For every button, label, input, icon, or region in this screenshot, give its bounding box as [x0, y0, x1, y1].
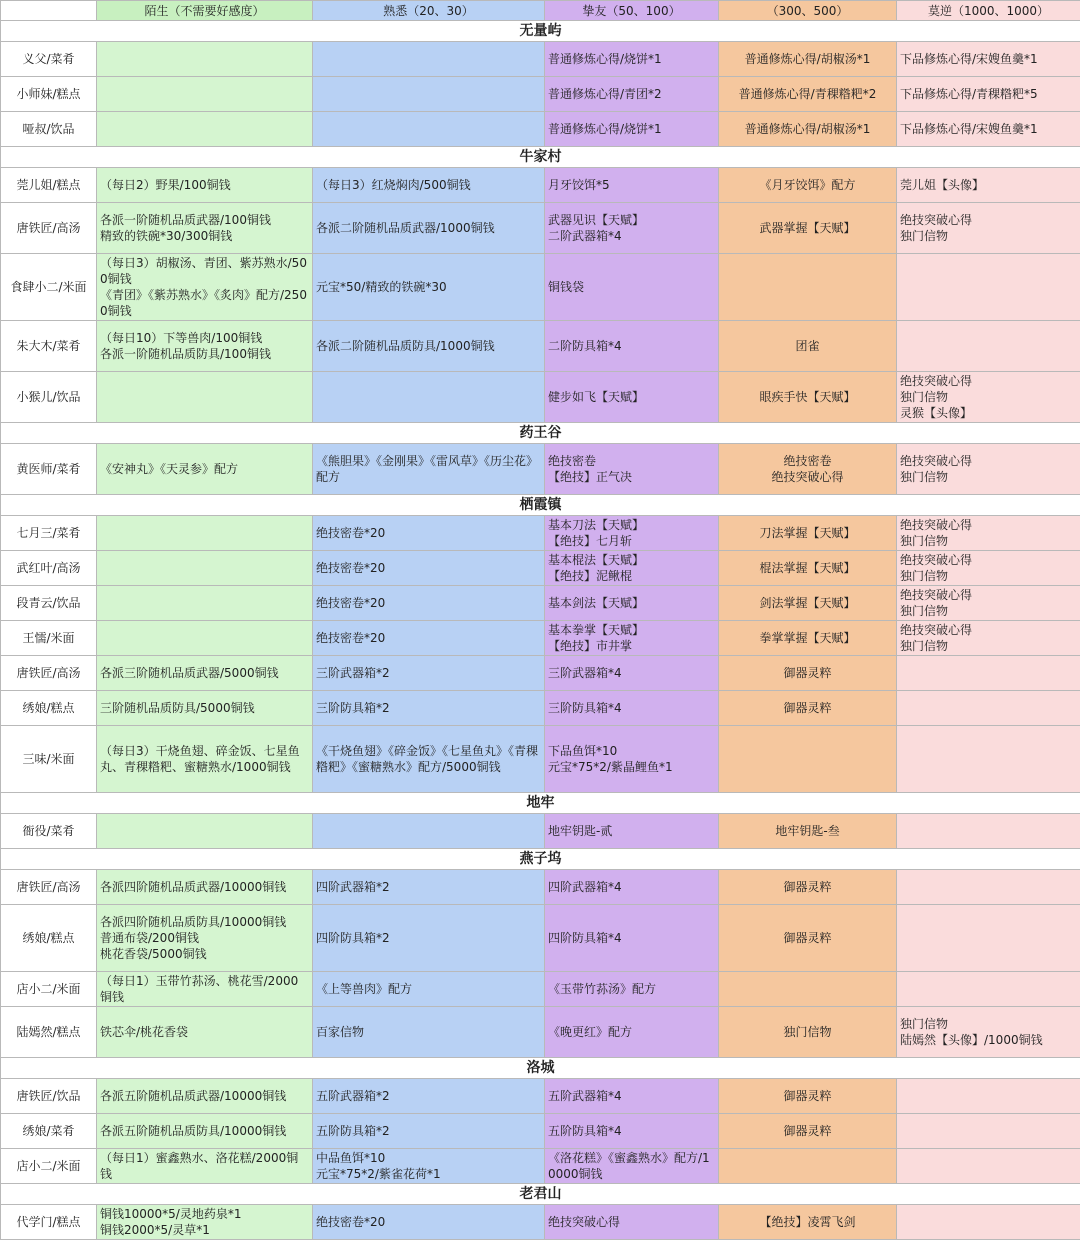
npc-name-cell: 代学门/糕点 [1, 1205, 97, 1240]
reward-cell: 下品鱼饵*10 元宝*75*2/紫晶鲤鱼*1 [545, 726, 719, 793]
table-row [1, 77, 1080, 112]
table-row [1, 372, 1080, 423]
reward-cell: 三阶随机品质防具/5000铜钱 [97, 691, 313, 726]
reward-cell: 《洛花糕》《蜜鑫熟水》配方/10000铜钱 [545, 1149, 719, 1184]
section-title: 牛家村 [1, 147, 1080, 168]
reward-cell [97, 516, 313, 551]
reward-cell [897, 1114, 1080, 1149]
reward-cell [719, 254, 897, 321]
reward-cell: 五阶武器箱*4 [545, 1079, 719, 1114]
section-row [1, 793, 1080, 814]
reward-cell: 御器灵粹 [719, 1079, 897, 1114]
reward-cell: 绝技突破心得 [545, 1205, 719, 1240]
reward-cell: 【绝技】凌霄飞剑 [719, 1205, 897, 1240]
section-title: 老君山 [1, 1184, 1080, 1205]
npc-name-cell: 朱大木/菜肴 [1, 321, 97, 372]
table-row [1, 168, 1080, 203]
section-row [1, 1184, 1080, 1205]
reward-cell: 各派五阶随机品质防具/10000铜钱 [97, 1114, 313, 1149]
reward-cell: 绝技密卷*20 [313, 1205, 545, 1240]
reward-cell: 三阶武器箱*2 [313, 656, 545, 691]
npc-name-cell: 店小二/米面 [1, 972, 97, 1007]
table-row [1, 112, 1080, 147]
header-row [1, 1, 1080, 21]
npc-name-cell: 衙役/菜肴 [1, 814, 97, 849]
section-row [1, 147, 1080, 168]
reward-cell [897, 1205, 1080, 1240]
reward-cell: 《熊胆果》《金刚果》《雷风草》《历尘花》配方 [313, 444, 545, 495]
npc-name-cell: 绣娘/菜肴 [1, 1114, 97, 1149]
reward-cell: 棍法掌握【天赋】 [719, 551, 897, 586]
reward-cell: 基本拳掌【天赋】 【绝技】市井掌 [545, 621, 719, 656]
reward-cell: 绝技突破心得 独门信物 [897, 586, 1080, 621]
reward-cell: （每日1）蜜鑫熟水、洛花糕/2000铜钱 [97, 1149, 313, 1184]
header-cell: 莫逆（1000、1000） [897, 1, 1080, 21]
reward-cell [313, 42, 545, 77]
reward-cell: （每日3）红烧焖肉/500铜钱 [313, 168, 545, 203]
table-row [1, 42, 1080, 77]
table-row [1, 972, 1080, 1007]
reward-cell: 三阶防具箱*4 [545, 691, 719, 726]
reward-cell: 《干烧鱼翅》《碎金饭》《七星鱼丸》《青稞糌粑》《蜜糖熟水》配方/5000铜钱 [313, 726, 545, 793]
reward-cell: 《上等兽肉》配方 [313, 972, 545, 1007]
reward-cell: 普通修炼心得/胡椒汤*1 [719, 112, 897, 147]
table-row [1, 870, 1080, 905]
reward-cell: 下品修炼心得/宋嫂鱼羹*1 [897, 112, 1080, 147]
reward-cell: 各派三阶随机品质武器/5000铜钱 [97, 656, 313, 691]
reward-cell: 独门信物 [719, 1007, 897, 1058]
npc-name-cell: 哑叔/饮品 [1, 112, 97, 147]
reward-cell [719, 1149, 897, 1184]
npc-name-cell: 唐铁匠/高汤 [1, 870, 97, 905]
reward-cell: 莞儿姐【头像】 [897, 168, 1080, 203]
reward-cell: 中品鱼饵*10 元宝*75*2/紫雀花荷*1 [313, 1149, 545, 1184]
reward-cell [313, 112, 545, 147]
reward-cell: 基本剑法【天赋】 [545, 586, 719, 621]
reward-cell: 各派四阶随机品质防具/10000铜钱 普通布袋/200铜钱 桃花香袋/5000铜钱 [97, 905, 313, 972]
reward-cell: 地牢钥匙-叁 [719, 814, 897, 849]
reward-cell: 绝技突破心得 独门信物 [897, 203, 1080, 254]
reward-cell: 绝技密卷 【绝技】正气决 [545, 444, 719, 495]
reward-cell [897, 814, 1080, 849]
reward-cell [897, 254, 1080, 321]
section-row [1, 1058, 1080, 1079]
npc-name-cell: 店小二/米面 [1, 1149, 97, 1184]
reward-cell: 普通修炼心得/青稞糌粑*2 [719, 77, 897, 112]
reward-cell: 下品修炼心得/宋嫂鱼羹*1 [897, 42, 1080, 77]
reward-cell [313, 77, 545, 112]
section-title: 药王谷 [1, 423, 1080, 444]
reward-cell: 四阶武器箱*4 [545, 870, 719, 905]
reward-cell: 五阶武器箱*2 [313, 1079, 545, 1114]
npc-name-cell: 唐铁匠/高汤 [1, 656, 97, 691]
reward-cell: 武器见识【天赋】 二阶武器箱*4 [545, 203, 719, 254]
section-row [1, 21, 1080, 42]
npc-name-cell: 三味/米面 [1, 726, 97, 793]
reward-cell: 刀法掌握【天赋】 [719, 516, 897, 551]
reward-cell [313, 372, 545, 423]
reward-cell [97, 621, 313, 656]
reward-cell: 御器灵粹 [719, 905, 897, 972]
reward-cell [97, 551, 313, 586]
table-row [1, 691, 1080, 726]
header-cell [1, 1, 97, 21]
reward-cell: 五阶防具箱*2 [313, 1114, 545, 1149]
reward-cell: 《晚更红》配方 [545, 1007, 719, 1058]
reward-cell: 绝技突破心得 独门信物 [897, 551, 1080, 586]
table-row [1, 1114, 1080, 1149]
reward-cell: 绝技突破心得 独门信物 [897, 444, 1080, 495]
table-row [1, 1079, 1080, 1114]
header-cell: 陌生（不需要好感度） [97, 1, 313, 21]
reward-cell: 《玉带竹荪汤》配方 [545, 972, 719, 1007]
npc-name-cell: 武红叶/高汤 [1, 551, 97, 586]
table-row [1, 1007, 1080, 1058]
table-row [1, 516, 1080, 551]
table-row [1, 586, 1080, 621]
reward-cell [97, 372, 313, 423]
reward-cell [97, 42, 313, 77]
reward-cell: 五阶防具箱*4 [545, 1114, 719, 1149]
reward-cell [719, 972, 897, 1007]
reward-cell: 下品修炼心得/青稞糌粑*5 [897, 77, 1080, 112]
npc-name-cell: 唐铁匠/饮品 [1, 1079, 97, 1114]
section-title: 燕子坞 [1, 849, 1080, 870]
reward-cell [313, 814, 545, 849]
table-row [1, 254, 1080, 321]
reward-cell: 各派四阶随机品质武器/10000铜钱 [97, 870, 313, 905]
reward-cell: 独门信物 陆嫣然【头像】/1000铜钱 [897, 1007, 1080, 1058]
npc-name-cell: 食肆小二/米面 [1, 254, 97, 321]
header-cell: （300、500） [719, 1, 897, 21]
reward-cell: 绝技密卷*20 [313, 551, 545, 586]
reward-cell: 地牢钥匙-贰 [545, 814, 719, 849]
reward-cell: 《月牙饺饵》配方 [719, 168, 897, 203]
table-row [1, 203, 1080, 254]
reward-cell: 绝技密卷 绝技突破心得 [719, 444, 897, 495]
npc-name-cell: 王懦/米面 [1, 621, 97, 656]
header-cell: 挚友（50、100） [545, 1, 719, 21]
reward-cell: 各派二阶随机品质防具/1000铜钱 [313, 321, 545, 372]
reward-cell: 普通修炼心得/青团*2 [545, 77, 719, 112]
npc-name-cell: 小猴儿/饮品 [1, 372, 97, 423]
reward-cell: 四阶防具箱*2 [313, 905, 545, 972]
reward-cell: 绝技突破心得 独门信物 灵猴【头像】 [897, 372, 1080, 423]
reward-cell: 四阶防具箱*4 [545, 905, 719, 972]
reward-cell [97, 77, 313, 112]
npc-name-cell: 义父/菜肴 [1, 42, 97, 77]
reward-cell: （每日3）干烧鱼翅、碎金饭、七星鱼丸、青稞糌粑、蜜糖熟水/1000铜钱 [97, 726, 313, 793]
npc-name-cell: 陆嫣然/糕点 [1, 1007, 97, 1058]
reward-cell: 元宝*50/精致的铁碗*30 [313, 254, 545, 321]
reward-cell: 眼疾手快【天赋】 [719, 372, 897, 423]
reward-cell [897, 321, 1080, 372]
reward-cell: 四阶武器箱*2 [313, 870, 545, 905]
reward-cell: 御器灵粹 [719, 1114, 897, 1149]
reward-cell: 各派二阶随机品质武器/1000铜钱 [313, 203, 545, 254]
npc-name-cell: 绣娘/糕点 [1, 691, 97, 726]
reward-cell: （每日1）玉带竹荪汤、桃花雪/2000铜钱 [97, 972, 313, 1007]
npc-name-cell: 七月三/菜肴 [1, 516, 97, 551]
reward-cell [97, 586, 313, 621]
reward-cell [897, 905, 1080, 972]
npc-name-cell: 绣娘/糕点 [1, 905, 97, 972]
reward-cell [897, 691, 1080, 726]
table-row [1, 726, 1080, 793]
section-title: 无量屿 [1, 21, 1080, 42]
reward-cell [719, 726, 897, 793]
reward-cell: 御器灵粹 [719, 691, 897, 726]
section-row [1, 495, 1080, 516]
reward-cell: （每日3）胡椒汤、青团、紫苏熟水/500铜钱 《青团》《紫苏熟水》《炙肉》配方/2500铜钱 [97, 254, 313, 321]
table-row [1, 1205, 1080, 1240]
table-row [1, 814, 1080, 849]
reward-cell: 普通修炼心得/胡椒汤*1 [719, 42, 897, 77]
reward-cell: 武器掌握【天赋】 [719, 203, 897, 254]
reward-cell: 基本刀法【天赋】 【绝技】七月斩 [545, 516, 719, 551]
table-row [1, 656, 1080, 691]
reward-cell: 百家信物 [313, 1007, 545, 1058]
reward-cell: 《安神丸》《天灵参》配方 [97, 444, 313, 495]
reward-cell: 铜钱10000*5/灵地药泉*1 铜钱2000*5/灵草*1 [97, 1205, 313, 1240]
reward-cell [897, 1079, 1080, 1114]
reward-cell: 铜钱袋 [545, 254, 719, 321]
reward-cell: 基本棍法【天赋】 【绝技】泥鳅棍 [545, 551, 719, 586]
reward-cell [97, 814, 313, 849]
reward-cell: 绝技密卷*20 [313, 516, 545, 551]
section-row [1, 423, 1080, 444]
reward-cell: 御器灵粹 [719, 870, 897, 905]
table-row [1, 621, 1080, 656]
table-row [1, 905, 1080, 972]
npc-name-cell: 段青云/饮品 [1, 586, 97, 621]
reward-cell: 各派一阶随机品质武器/100铜钱 精致的铁碗*30/300铜钱 [97, 203, 313, 254]
reward-cell [897, 726, 1080, 793]
reward-cell: 普通修炼心得/烧饼*1 [545, 112, 719, 147]
reward-cell [897, 1149, 1080, 1184]
table-row [1, 444, 1080, 495]
npc-name-cell: 黄医师/菜肴 [1, 444, 97, 495]
reward-cell: 剑法掌握【天赋】 [719, 586, 897, 621]
table-row [1, 551, 1080, 586]
reward-cell: 绝技突破心得 独门信物 [897, 516, 1080, 551]
reward-cell: 普通修炼心得/烧饼*1 [545, 42, 719, 77]
reward-cell: 拳掌掌握【天赋】 [719, 621, 897, 656]
reward-cell: 月牙饺饵*5 [545, 168, 719, 203]
reward-cell [897, 870, 1080, 905]
reward-cell [897, 972, 1080, 1007]
npc-name-cell: 小师妹/糕点 [1, 77, 97, 112]
reward-cell [897, 656, 1080, 691]
section-title: 栖霞镇 [1, 495, 1080, 516]
section-title: 洛城 [1, 1058, 1080, 1079]
reward-cell: 御器灵粹 [719, 656, 897, 691]
section-title: 地牢 [1, 793, 1080, 814]
reward-cell: 健步如飞【天赋】 [545, 372, 719, 423]
reward-cell: 绝技突破心得 独门信物 [897, 621, 1080, 656]
reward-cell: 二阶防具箱*4 [545, 321, 719, 372]
header-cell: 熟悉（20、30） [313, 1, 545, 21]
reward-cell: 三阶防具箱*2 [313, 691, 545, 726]
reward-cell: （每日2）野果/100铜钱 [97, 168, 313, 203]
npc-name-cell: 唐铁匠/高汤 [1, 203, 97, 254]
reward-cell [97, 112, 313, 147]
reward-cell: 三阶武器箱*4 [545, 656, 719, 691]
npc-name-cell: 莞儿姐/糕点 [1, 168, 97, 203]
reward-cell: 各派五阶随机品质武器/10000铜钱 [97, 1079, 313, 1114]
table-row [1, 321, 1080, 372]
table-row [1, 1149, 1080, 1184]
reward-cell: 绝技密卷*20 [313, 586, 545, 621]
reward-cell: 团雀 [719, 321, 897, 372]
reward-cell: 铁芯伞/桃花香袋 [97, 1007, 313, 1058]
reward-cell: （每日10）下等兽肉/100铜钱 各派一阶随机品质防具/100铜钱 [97, 321, 313, 372]
reward-cell: 绝技密卷*20 [313, 621, 545, 656]
section-row [1, 849, 1080, 870]
